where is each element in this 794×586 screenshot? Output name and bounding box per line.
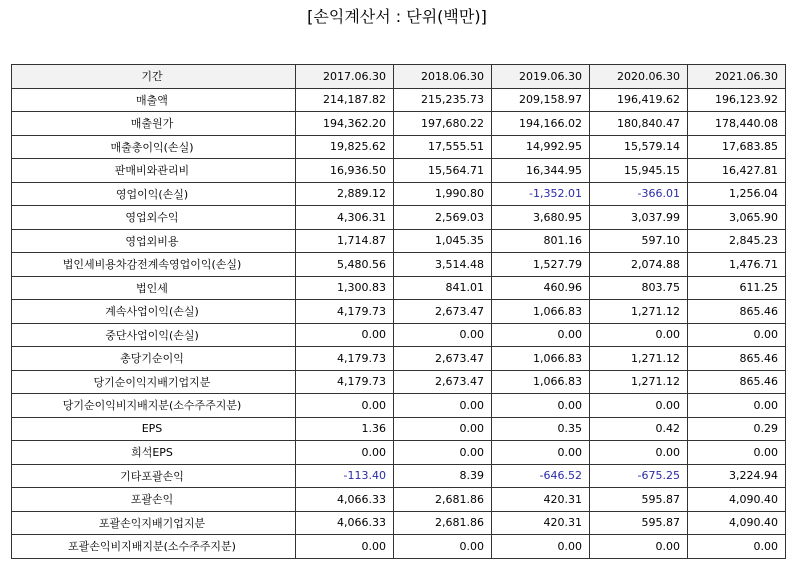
table-cell-value: 595.87: [590, 511, 688, 535]
table-cell-value: 16,427.81: [688, 159, 786, 183]
row-label: 법인세: [12, 276, 296, 300]
table-cell-value: 0.00: [590, 394, 688, 418]
table-cell-value: 214,187.82: [296, 88, 394, 112]
table-cell-value: 180,840.47: [590, 112, 688, 136]
table-cell-value: 3,514.48: [394, 253, 492, 277]
table-row: [12, 135, 786, 159]
table-cell-value: 0.00: [590, 441, 688, 465]
table-cell-value: 420.31: [492, 511, 590, 535]
column-header-year: 2020.06.30: [590, 65, 688, 89]
table-cell-value: 865.46: [688, 347, 786, 371]
table-row: [12, 464, 786, 488]
table-cell-value: 0.00: [688, 535, 786, 559]
table-cell-value: 2,681.86: [394, 511, 492, 535]
table-cell-value: 197,680.22: [394, 112, 492, 136]
table-cell-value: 16,936.50: [296, 159, 394, 183]
table-cell-value: 0.00: [492, 394, 590, 418]
table-cell-value: 4,090.40: [688, 488, 786, 512]
table-cell-value: 194,166.02: [492, 112, 590, 136]
table-cell-value: 1,476.71: [688, 253, 786, 277]
table-cell-value: 15,579.14: [590, 135, 688, 159]
table-cell-value: 0.00: [492, 323, 590, 347]
table-cell-value: 1,256.04: [688, 182, 786, 206]
table-cell-value: 0.00: [296, 394, 394, 418]
table-cell-value: 178,440.08: [688, 112, 786, 136]
row-label: 영업이익(손실): [12, 182, 296, 206]
column-header-year: 2021.06.30: [688, 65, 786, 89]
table-cell-value: 865.46: [688, 370, 786, 394]
table-row: [12, 535, 786, 559]
table-cell-value: 15,564.71: [394, 159, 492, 183]
row-label: 영업외수익: [12, 206, 296, 230]
table-cell-value: 19,825.62: [296, 135, 394, 159]
table-cell-value: 4,066.33: [296, 488, 394, 512]
table-cell-value: 4,306.31: [296, 206, 394, 230]
row-label: EPS: [12, 417, 296, 441]
column-header-period: 기간: [12, 65, 296, 89]
table-cell-value: 0.00: [296, 441, 394, 465]
table-cell-value: 4,179.73: [296, 300, 394, 324]
column-header-year: 2017.06.30: [296, 65, 394, 89]
table-cell-value: 1,714.87: [296, 229, 394, 253]
table-body: [12, 88, 786, 558]
table-cell-value: -366.01: [590, 182, 688, 206]
row-label: 당기순이익비지배지분(소수주주지분): [12, 394, 296, 418]
table-cell-value: 1,045.35: [394, 229, 492, 253]
row-label: 기타포괄손익: [12, 464, 296, 488]
table-cell-value: 0.00: [688, 323, 786, 347]
table-cell-value: 196,123.92: [688, 88, 786, 112]
table-cell-value: 1,066.83: [492, 370, 590, 394]
table-cell-value: 2,681.86: [394, 488, 492, 512]
row-label: 계속사업이익(손실): [12, 300, 296, 324]
table-cell-value: 1,271.12: [590, 370, 688, 394]
table-cell-value: 0.42: [590, 417, 688, 441]
table-cell-value: 2,569.03: [394, 206, 492, 230]
table-cell-value: 865.46: [688, 300, 786, 324]
table-cell-value: 420.31: [492, 488, 590, 512]
table-cell-value: 14,992.95: [492, 135, 590, 159]
table-cell-value: 0.29: [688, 417, 786, 441]
table-cell-value: 3,680.95: [492, 206, 590, 230]
table-cell-value: 5,480.56: [296, 253, 394, 277]
table-cell-value: 0.00: [590, 323, 688, 347]
table-cell-value: -1,352.01: [492, 182, 590, 206]
table-cell-value: 2,673.47: [394, 300, 492, 324]
table-cell-value: 0.00: [688, 394, 786, 418]
table-cell-value: -113.40: [296, 464, 394, 488]
row-label: 당기순이익지배기업지분: [12, 370, 296, 394]
income-statement-table: [11, 64, 786, 559]
table-cell-value: 595.87: [590, 488, 688, 512]
table-cell-value: 4,066.33: [296, 511, 394, 535]
row-label: 포괄손익: [12, 488, 296, 512]
table-cell-value: 16,344.95: [492, 159, 590, 183]
table-cell-value: 2,889.12: [296, 182, 394, 206]
table-cell-value: 4,090.40: [688, 511, 786, 535]
row-label: 희석EPS: [12, 441, 296, 465]
row-label: 법인세비용차감전계속영업이익(손실): [12, 253, 296, 277]
table-cell-value: 1.36: [296, 417, 394, 441]
row-label: 포괄손익비지배지분(소수주주지분): [12, 535, 296, 559]
table-cell-value: 2,074.88: [590, 253, 688, 277]
table-cell-value: 0.00: [394, 323, 492, 347]
table-cell-value: 801.16: [492, 229, 590, 253]
table-row: [12, 394, 786, 418]
row-label: 판매비와관리비: [12, 159, 296, 183]
table-row: [12, 347, 786, 371]
table-cell-value: 1,300.83: [296, 276, 394, 300]
table-cell-value: -646.52: [492, 464, 590, 488]
table-cell-value: 15,945.15: [590, 159, 688, 183]
row-label: 매출총이익(손실): [12, 135, 296, 159]
table-cell-value: 4,179.73: [296, 347, 394, 371]
table-row: [12, 159, 786, 183]
table-cell-value: 1,271.12: [590, 347, 688, 371]
table-cell-value: -675.25: [590, 464, 688, 488]
table-cell-value: 4,179.73: [296, 370, 394, 394]
column-header-year: 2019.06.30: [492, 65, 590, 89]
row-label: 중단사업이익(손실): [12, 323, 296, 347]
table-cell-value: 0.35: [492, 417, 590, 441]
table-row: [12, 182, 786, 206]
table-cell-value: 0.00: [590, 535, 688, 559]
table-cell-value: 597.10: [590, 229, 688, 253]
table-cell-value: 1,066.83: [492, 347, 590, 371]
table-cell-value: 1,271.12: [590, 300, 688, 324]
table-row: [12, 88, 786, 112]
table-cell-value: 8.39: [394, 464, 492, 488]
table-cell-value: 0.00: [296, 535, 394, 559]
table-cell-value: 209,158.97: [492, 88, 590, 112]
table-cell-value: 215,235.73: [394, 88, 492, 112]
table-cell-value: 2,673.47: [394, 370, 492, 394]
table-row: [12, 441, 786, 465]
table-cell-value: 0.00: [492, 535, 590, 559]
table-row: [12, 112, 786, 136]
table-cell-value: 17,683.85: [688, 135, 786, 159]
table-cell-value: 0.00: [688, 441, 786, 465]
table-cell-value: 0.00: [296, 323, 394, 347]
table-cell-value: 17,555.51: [394, 135, 492, 159]
table-cell-value: 196,419.62: [590, 88, 688, 112]
table-row: [12, 370, 786, 394]
table-cell-value: 1,527.79: [492, 253, 590, 277]
table-cell-value: 3,037.99: [590, 206, 688, 230]
table-cell-value: 3,224.94: [688, 464, 786, 488]
page-title: [손익계산서 : 단위(백만)]: [307, 7, 487, 26]
table-row: [12, 253, 786, 277]
table-cell-value: 2,845.23: [688, 229, 786, 253]
table-cell-value: 611.25: [688, 276, 786, 300]
row-label: 포괄손익지배기업지분: [12, 511, 296, 535]
row-label: 매출액: [12, 88, 296, 112]
row-label: 매출원가: [12, 112, 296, 136]
table-cell-value: 194,362.20: [296, 112, 394, 136]
table-cell-value: 0.00: [394, 441, 492, 465]
table-row: [12, 417, 786, 441]
table-cell-value: 0.00: [394, 535, 492, 559]
table-row: [12, 206, 786, 230]
table-cell-value: 0.00: [394, 394, 492, 418]
table-header-row: [12, 65, 786, 89]
table-cell-value: 1,066.83: [492, 300, 590, 324]
table-cell-value: 0.00: [492, 441, 590, 465]
table-row: [12, 323, 786, 347]
table-cell-value: 460.96: [492, 276, 590, 300]
table-cell-value: 2,673.47: [394, 347, 492, 371]
row-label: 영업외비용: [12, 229, 296, 253]
table-row: [12, 511, 786, 535]
table-cell-value: 841.01: [394, 276, 492, 300]
table-cell-value: 803.75: [590, 276, 688, 300]
table-cell-value: 3,065.90: [688, 206, 786, 230]
row-label: 총당기순이익: [12, 347, 296, 371]
table-row: [12, 276, 786, 300]
table-row: [12, 488, 786, 512]
table-row: [12, 229, 786, 253]
table-cell-value: 1,990.80: [394, 182, 492, 206]
table-row: [12, 300, 786, 324]
column-header-year: 2018.06.30: [394, 65, 492, 89]
table-cell-value: 0.00: [394, 417, 492, 441]
